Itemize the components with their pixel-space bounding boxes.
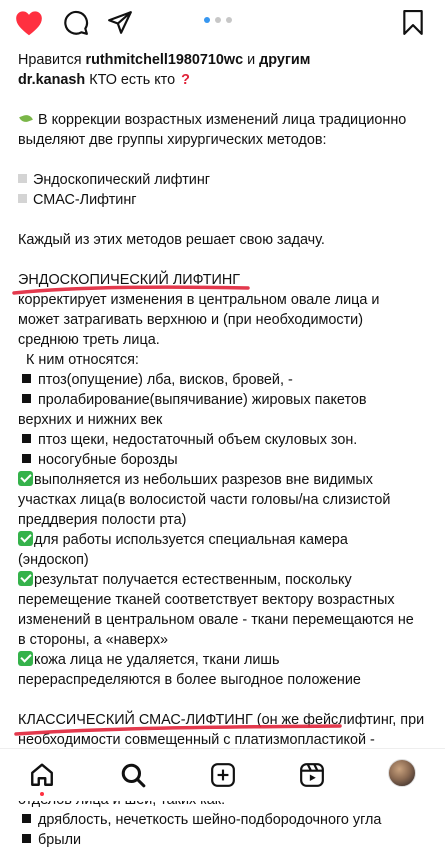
check-item: для работы используется специальная камера [18, 530, 430, 550]
black-square-icon [22, 834, 31, 843]
notification-dot [40, 792, 44, 796]
carousel-dot [215, 17, 221, 23]
caption-line: необходимости совмещенный с платизмопластикой - [18, 730, 430, 750]
post-caption [18, 50, 430, 850]
section-heading: ЭНДОСКОПИЧЕСКИЙ ЛИФТИНГ [18, 270, 430, 290]
check-mark-icon [18, 571, 33, 586]
carousel-dots [204, 17, 232, 23]
caption-line: (эндоскоп) [18, 552, 89, 568]
method-item: СМАС-Лифтинг [18, 190, 430, 210]
profile-avatar[interactable] [388, 759, 416, 787]
check-mark-icon [18, 531, 33, 546]
bottom-nav [0, 748, 445, 801]
method-item: Эндоскопический лифтинг [18, 170, 430, 190]
share-button[interactable] [105, 8, 135, 38]
bullet-item: брыли [18, 830, 430, 850]
create-icon [210, 762, 236, 788]
caption-first-line [18, 70, 430, 90]
post-action-bar [0, 0, 445, 46]
bookmark-icon [401, 10, 425, 36]
caption-line: Каждый из этих методов решает свою задачу. [18, 232, 325, 248]
bullet-item: носогубные борозды [18, 450, 430, 470]
check-item: кожа лица не удаляется, ткани лишь [18, 650, 430, 670]
caption-line: изменений в центральном овале - ткани перемещаются не [18, 612, 414, 628]
heart-icon [15, 10, 43, 36]
caption-line: верхних и нижних век [18, 412, 163, 428]
check-item: выполняется из небольших разрезов вне видимых [18, 470, 430, 490]
caption-line: среднюю треть лица. [18, 332, 160, 348]
caption-line: В коррекции возрастных изменений лица традиционно [18, 110, 430, 130]
question-mark-icon: ? [181, 72, 190, 88]
carousel-dot [226, 17, 232, 23]
bullet-item: дряблость, нечеткость шейно-подбородочного угла [18, 810, 430, 830]
caption-title: КТО есть кто [89, 72, 176, 88]
caption-line: преддверия полости рта) [18, 512, 187, 528]
carousel-dot-active [204, 17, 210, 23]
bullet-item: птоз щеки, недостаточный объем скуловых зон. [18, 430, 430, 450]
nav-create[interactable] [210, 762, 236, 788]
like-button[interactable] [14, 8, 44, 38]
black-square-icon [22, 374, 31, 383]
leaf-icon [19, 113, 33, 124]
caption-line: выделяют две группы хирургических методов: [18, 132, 327, 148]
author-username[interactable]: dr.kanash [18, 72, 86, 88]
comment-button[interactable] [61, 8, 91, 38]
likes-others-link[interactable]: другим [259, 52, 311, 68]
caption-line: К ним относятся: [26, 352, 139, 368]
search-icon [120, 762, 146, 788]
liker-username[interactable]: ruthmitchell1980710wc [85, 52, 244, 68]
check-mark-icon [18, 651, 33, 666]
section-heading: КЛАССИЧЕСКИЙ СМАС-ЛИФТИНГ (он же фейслифтинг, при [18, 712, 425, 728]
black-square-icon [22, 454, 31, 463]
black-square-icon [22, 434, 31, 443]
nav-home[interactable] [29, 762, 55, 788]
home-icon [29, 762, 55, 788]
reels-icon [299, 762, 325, 788]
nav-search[interactable] [120, 762, 146, 788]
likes-prefix: Нравится [18, 52, 82, 68]
save-button[interactable] [398, 8, 428, 38]
square-bullet-icon [18, 194, 27, 203]
check-mark-icon [18, 471, 33, 486]
bullet-item: птоз(опущение) лба, висков, бровей, - [18, 370, 430, 390]
caption-line: в стороны, а «наверх» [18, 632, 169, 648]
check-item: результат получается естественным, поскольку [18, 570, 430, 590]
black-square-icon [22, 394, 31, 403]
caption-line: перераспределяются в более выгодное положение [18, 672, 361, 688]
black-square-icon [22, 814, 31, 823]
caption-line: участках лица(в волосистой части головы/на слизистой [18, 492, 391, 508]
likes-line [18, 50, 430, 70]
caption-line: корректирует изменения в центральном овале лица и [18, 292, 380, 308]
bullet-item: пролабирование(выпячивание) жировых пакетов [18, 390, 430, 410]
likes-mid: и [247, 52, 256, 68]
square-bullet-icon [18, 174, 27, 183]
caption-line: может затрагивать верхнюю и (при необходимости) [18, 312, 364, 328]
share-icon [107, 10, 133, 36]
nav-reels[interactable] [299, 762, 325, 788]
comment-icon [63, 10, 89, 36]
caption-line: перемещение тканей соответствует вектору возрастных [18, 592, 395, 608]
